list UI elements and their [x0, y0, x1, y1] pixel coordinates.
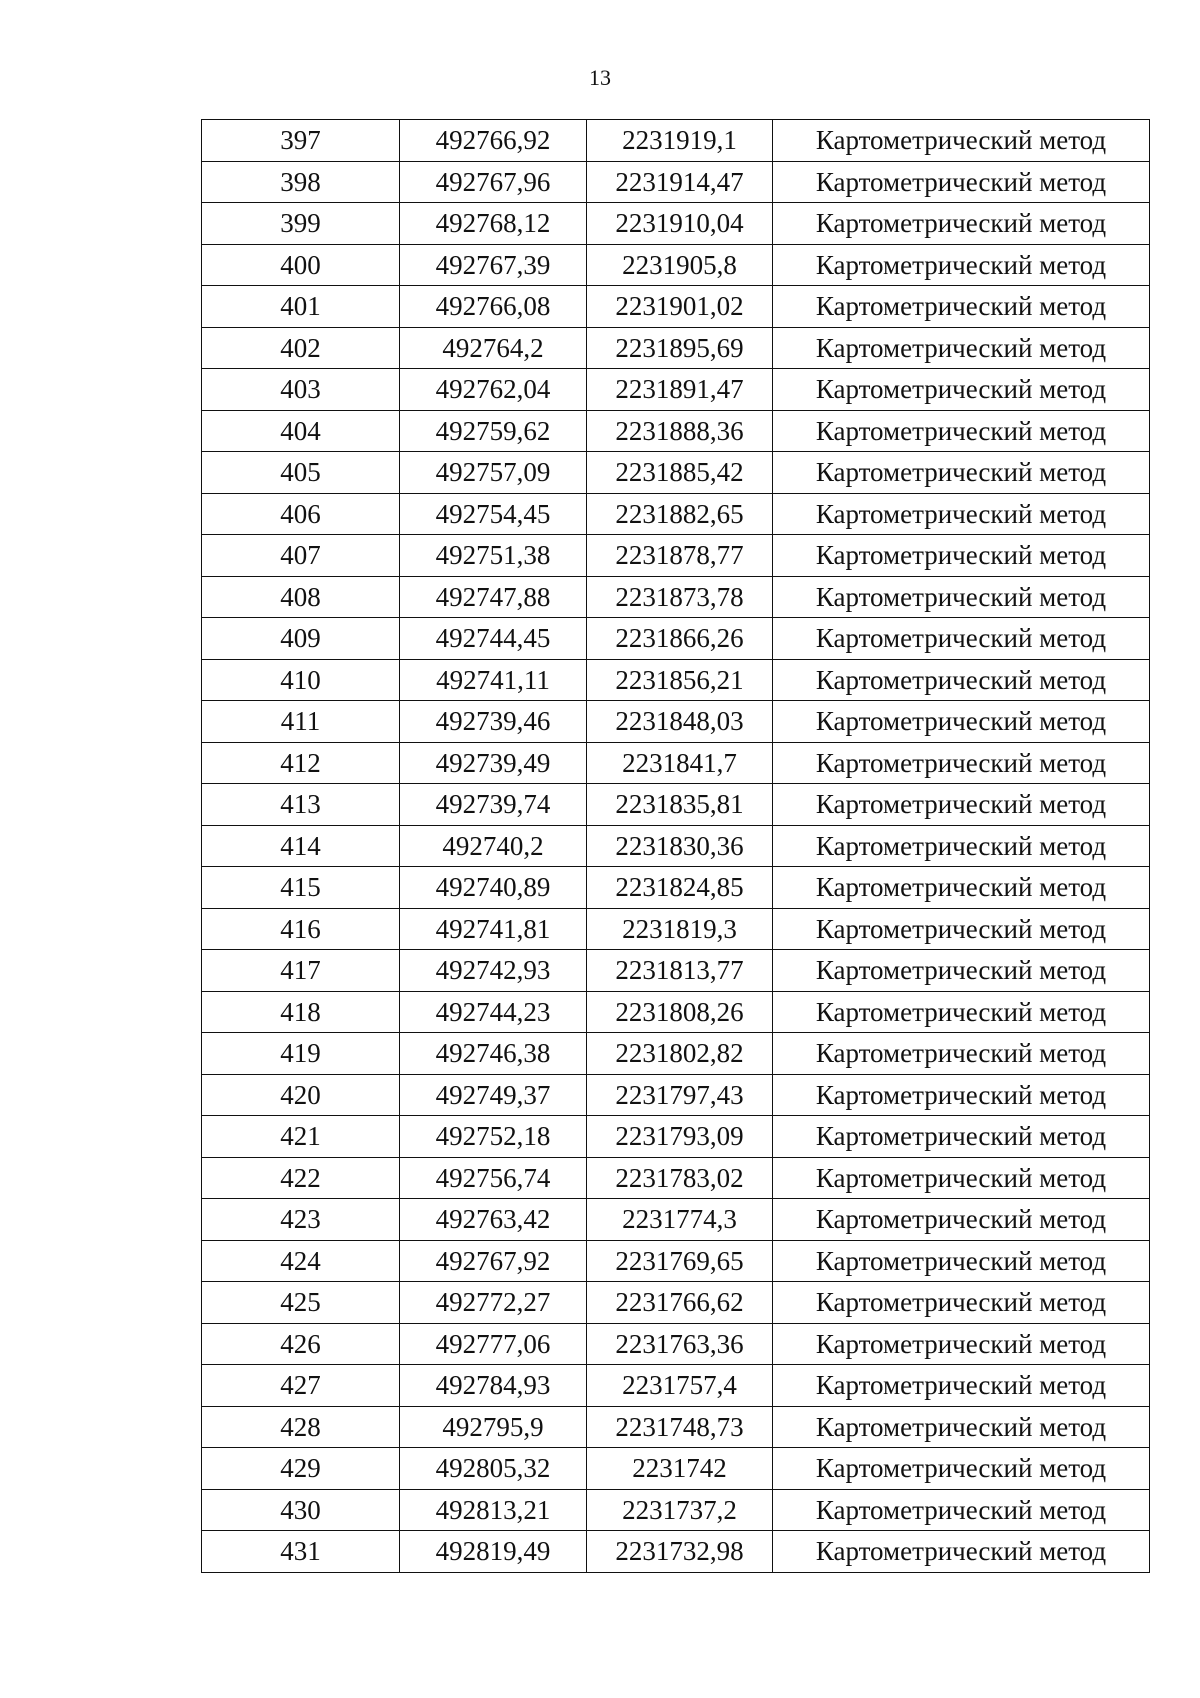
coordinate-y-cell: 2231848,03 [587, 701, 773, 743]
method-cell: Картометрический метод [773, 535, 1150, 577]
method-cell: Картометрический метод [773, 825, 1150, 867]
table-row [202, 825, 1150, 867]
page-number: 13 [589, 65, 611, 90]
coordinate-x-cell: 492747,88 [400, 576, 587, 618]
coordinate-x-cell: 492767,39 [400, 244, 587, 286]
coordinate-x-cell: 492772,27 [400, 1282, 587, 1324]
coordinate-x-cell: 492777,06 [400, 1323, 587, 1365]
coordinate-x-cell: 492752,18 [400, 1116, 587, 1158]
method-cell: Картометрический метод [773, 452, 1150, 494]
coordinate-x-cell: 492766,92 [400, 120, 587, 162]
method-cell: Картометрический метод [773, 493, 1150, 535]
method-cell: Картометрический метод [773, 1406, 1150, 1448]
coordinate-y-cell: 2231793,09 [587, 1116, 773, 1158]
point-number-cell: 405 [202, 452, 400, 494]
point-number-cell: 418 [202, 991, 400, 1033]
point-number-cell: 414 [202, 825, 400, 867]
method-cell: Картометрический метод [773, 784, 1150, 826]
point-number-cell: 409 [202, 618, 400, 660]
table-row [202, 991, 1150, 1033]
method-cell: Картометрический метод [773, 369, 1150, 411]
coordinate-y-cell: 2231763,36 [587, 1323, 773, 1365]
coordinate-x-cell: 492764,2 [400, 327, 587, 369]
point-number-cell: 400 [202, 244, 400, 286]
table-row [202, 120, 1150, 162]
coordinate-x-cell: 492751,38 [400, 535, 587, 577]
method-cell: Картометрический метод [773, 410, 1150, 452]
coordinate-y-cell: 2231835,81 [587, 784, 773, 826]
method-cell: Картометрический метод [773, 576, 1150, 618]
coordinate-y-cell: 2231895,69 [587, 327, 773, 369]
point-number-cell: 422 [202, 1157, 400, 1199]
method-cell: Картометрический метод [773, 1199, 1150, 1241]
coordinate-y-cell: 2231824,85 [587, 867, 773, 909]
point-number-cell: 407 [202, 535, 400, 577]
method-cell: Картометрический метод [773, 327, 1150, 369]
method-cell: Картометрический метод [773, 618, 1150, 660]
coordinate-y-cell: 2231757,4 [587, 1365, 773, 1407]
point-number-cell: 403 [202, 369, 400, 411]
table-body [202, 120, 1150, 1573]
table-row [202, 950, 1150, 992]
coordinates-table [201, 119, 1150, 1573]
method-cell: Картометрический метод [773, 1489, 1150, 1531]
method-cell: Картометрический метод [773, 659, 1150, 701]
coordinate-x-cell: 492767,92 [400, 1240, 587, 1282]
table-row [202, 701, 1150, 743]
table-row [202, 1323, 1150, 1365]
table-row [202, 286, 1150, 328]
table-row [202, 1489, 1150, 1531]
point-number-cell: 404 [202, 410, 400, 452]
method-cell: Картометрический метод [773, 1282, 1150, 1324]
table-row [202, 410, 1150, 452]
table-row [202, 1531, 1150, 1573]
coordinate-x-cell: 492740,89 [400, 867, 587, 909]
table-row [202, 1116, 1150, 1158]
point-number-cell: 402 [202, 327, 400, 369]
coordinate-x-cell: 492744,23 [400, 991, 587, 1033]
method-cell: Картометрический метод [773, 742, 1150, 784]
coordinate-x-cell: 492819,49 [400, 1531, 587, 1573]
coordinate-x-cell: 492746,38 [400, 1033, 587, 1075]
method-cell: Картометрический метод [773, 1531, 1150, 1573]
method-cell: Картометрический метод [773, 908, 1150, 950]
table-row [202, 327, 1150, 369]
coordinate-y-cell: 2231819,3 [587, 908, 773, 950]
coordinate-y-cell: 2231797,43 [587, 1074, 773, 1116]
coordinate-y-cell: 2231830,36 [587, 825, 773, 867]
coordinate-x-cell: 492766,08 [400, 286, 587, 328]
point-number-cell: 419 [202, 1033, 400, 1075]
method-cell: Картометрический метод [773, 701, 1150, 743]
table-row [202, 535, 1150, 577]
method-cell: Картометрический метод [773, 244, 1150, 286]
coordinate-y-cell: 2231802,82 [587, 1033, 773, 1075]
method-cell: Картометрический метод [773, 286, 1150, 328]
method-cell: Картометрический метод [773, 950, 1150, 992]
point-number-cell: 429 [202, 1448, 400, 1490]
point-number-cell: 408 [202, 576, 400, 618]
method-cell: Картометрический метод [773, 867, 1150, 909]
coordinate-x-cell: 492813,21 [400, 1489, 587, 1531]
coordinate-y-cell: 2231905,8 [587, 244, 773, 286]
table-row [202, 659, 1150, 701]
table-row [202, 1033, 1150, 1075]
table-row [202, 161, 1150, 203]
table-row [202, 1199, 1150, 1241]
table-row [202, 784, 1150, 826]
coordinate-x-cell: 492739,46 [400, 701, 587, 743]
coordinate-y-cell: 2231919,1 [587, 120, 773, 162]
method-cell: Картометрический метод [773, 1074, 1150, 1116]
method-cell: Картометрический метод [773, 1033, 1150, 1075]
coordinate-y-cell: 2231808,26 [587, 991, 773, 1033]
point-number-cell: 413 [202, 784, 400, 826]
coordinate-x-cell: 492740,2 [400, 825, 587, 867]
coordinate-y-cell: 2231766,62 [587, 1282, 773, 1324]
table-row [202, 1282, 1150, 1324]
point-number-cell: 406 [202, 493, 400, 535]
table-row [202, 576, 1150, 618]
coordinate-y-cell: 2231878,77 [587, 535, 773, 577]
coordinate-x-cell: 492805,32 [400, 1448, 587, 1490]
point-number-cell: 431 [202, 1531, 400, 1573]
coordinate-y-cell: 2231737,2 [587, 1489, 773, 1531]
coordinate-y-cell: 2231774,3 [587, 1199, 773, 1241]
coordinate-x-cell: 492784,93 [400, 1365, 587, 1407]
coordinate-y-cell: 2231856,21 [587, 659, 773, 701]
coordinate-x-cell: 492749,37 [400, 1074, 587, 1116]
coordinate-x-cell: 492768,12 [400, 203, 587, 245]
table-row [202, 908, 1150, 950]
coordinate-y-cell: 2231813,77 [587, 950, 773, 992]
coordinate-y-cell: 2231742 [587, 1448, 773, 1490]
table-row [202, 244, 1150, 286]
table-row [202, 1074, 1150, 1116]
point-number-cell: 410 [202, 659, 400, 701]
point-number-cell: 423 [202, 1199, 400, 1241]
coordinate-x-cell: 492742,93 [400, 950, 587, 992]
point-number-cell: 420 [202, 1074, 400, 1116]
method-cell: Картометрический метод [773, 1116, 1150, 1158]
method-cell: Картометрический метод [773, 1323, 1150, 1365]
method-cell: Картометрический метод [773, 1365, 1150, 1407]
point-number-cell: 430 [202, 1489, 400, 1531]
table-row [202, 1406, 1150, 1448]
coordinate-x-cell: 492756,74 [400, 1157, 587, 1199]
method-cell: Картометрический метод [773, 1157, 1150, 1199]
coordinate-y-cell: 2231882,65 [587, 493, 773, 535]
coordinate-x-cell: 492741,11 [400, 659, 587, 701]
method-cell: Картометрический метод [773, 991, 1150, 1033]
point-number-cell: 426 [202, 1323, 400, 1365]
coordinate-y-cell: 2231873,78 [587, 576, 773, 618]
table-row [202, 1240, 1150, 1282]
coordinate-y-cell: 2231888,36 [587, 410, 773, 452]
table-row [202, 493, 1150, 535]
coordinate-x-cell: 492762,04 [400, 369, 587, 411]
coordinate-x-cell: 492741,81 [400, 908, 587, 950]
coordinate-y-cell: 2231914,47 [587, 161, 773, 203]
coordinate-x-cell: 492767,96 [400, 161, 587, 203]
method-cell: Картометрический метод [773, 203, 1150, 245]
table-row [202, 1365, 1150, 1407]
point-number-cell: 427 [202, 1365, 400, 1407]
point-number-cell: 399 [202, 203, 400, 245]
coordinate-y-cell: 2231783,02 [587, 1157, 773, 1199]
coordinate-y-cell: 2231732,98 [587, 1531, 773, 1573]
coordinate-x-cell: 492754,45 [400, 493, 587, 535]
table-row [202, 742, 1150, 784]
table-row [202, 203, 1150, 245]
point-number-cell: 412 [202, 742, 400, 784]
coordinate-x-cell: 492757,09 [400, 452, 587, 494]
point-number-cell: 417 [202, 950, 400, 992]
point-number-cell: 428 [202, 1406, 400, 1448]
coordinate-x-cell: 492759,62 [400, 410, 587, 452]
point-number-cell: 425 [202, 1282, 400, 1324]
coordinate-y-cell: 2231901,02 [587, 286, 773, 328]
table-row [202, 452, 1150, 494]
point-number-cell: 411 [202, 701, 400, 743]
coordinate-y-cell: 2231891,47 [587, 369, 773, 411]
method-cell: Картометрический метод [773, 1240, 1150, 1282]
coordinate-y-cell: 2231748,73 [587, 1406, 773, 1448]
point-number-cell: 424 [202, 1240, 400, 1282]
point-number-cell: 401 [202, 286, 400, 328]
point-number-cell: 415 [202, 867, 400, 909]
coordinate-x-cell: 492744,45 [400, 618, 587, 660]
point-number-cell: 421 [202, 1116, 400, 1158]
method-cell: Картометрический метод [773, 1448, 1150, 1490]
method-cell: Картометрический метод [773, 161, 1150, 203]
table-row [202, 618, 1150, 660]
coordinate-x-cell: 492739,49 [400, 742, 587, 784]
table-row [202, 1448, 1150, 1490]
point-number-cell: 397 [202, 120, 400, 162]
point-number-cell: 416 [202, 908, 400, 950]
coordinate-y-cell: 2231866,26 [587, 618, 773, 660]
coordinate-y-cell: 2231769,65 [587, 1240, 773, 1282]
method-cell: Картометрический метод [773, 120, 1150, 162]
table-row [202, 867, 1150, 909]
coordinate-x-cell: 492763,42 [400, 1199, 587, 1241]
table-row [202, 1157, 1150, 1199]
point-number-cell: 398 [202, 161, 400, 203]
coordinate-y-cell: 2231841,7 [587, 742, 773, 784]
coordinate-y-cell: 2231910,04 [587, 203, 773, 245]
coordinate-x-cell: 492795,9 [400, 1406, 587, 1448]
table-row [202, 369, 1150, 411]
coordinate-x-cell: 492739,74 [400, 784, 587, 826]
coordinate-y-cell: 2231885,42 [587, 452, 773, 494]
